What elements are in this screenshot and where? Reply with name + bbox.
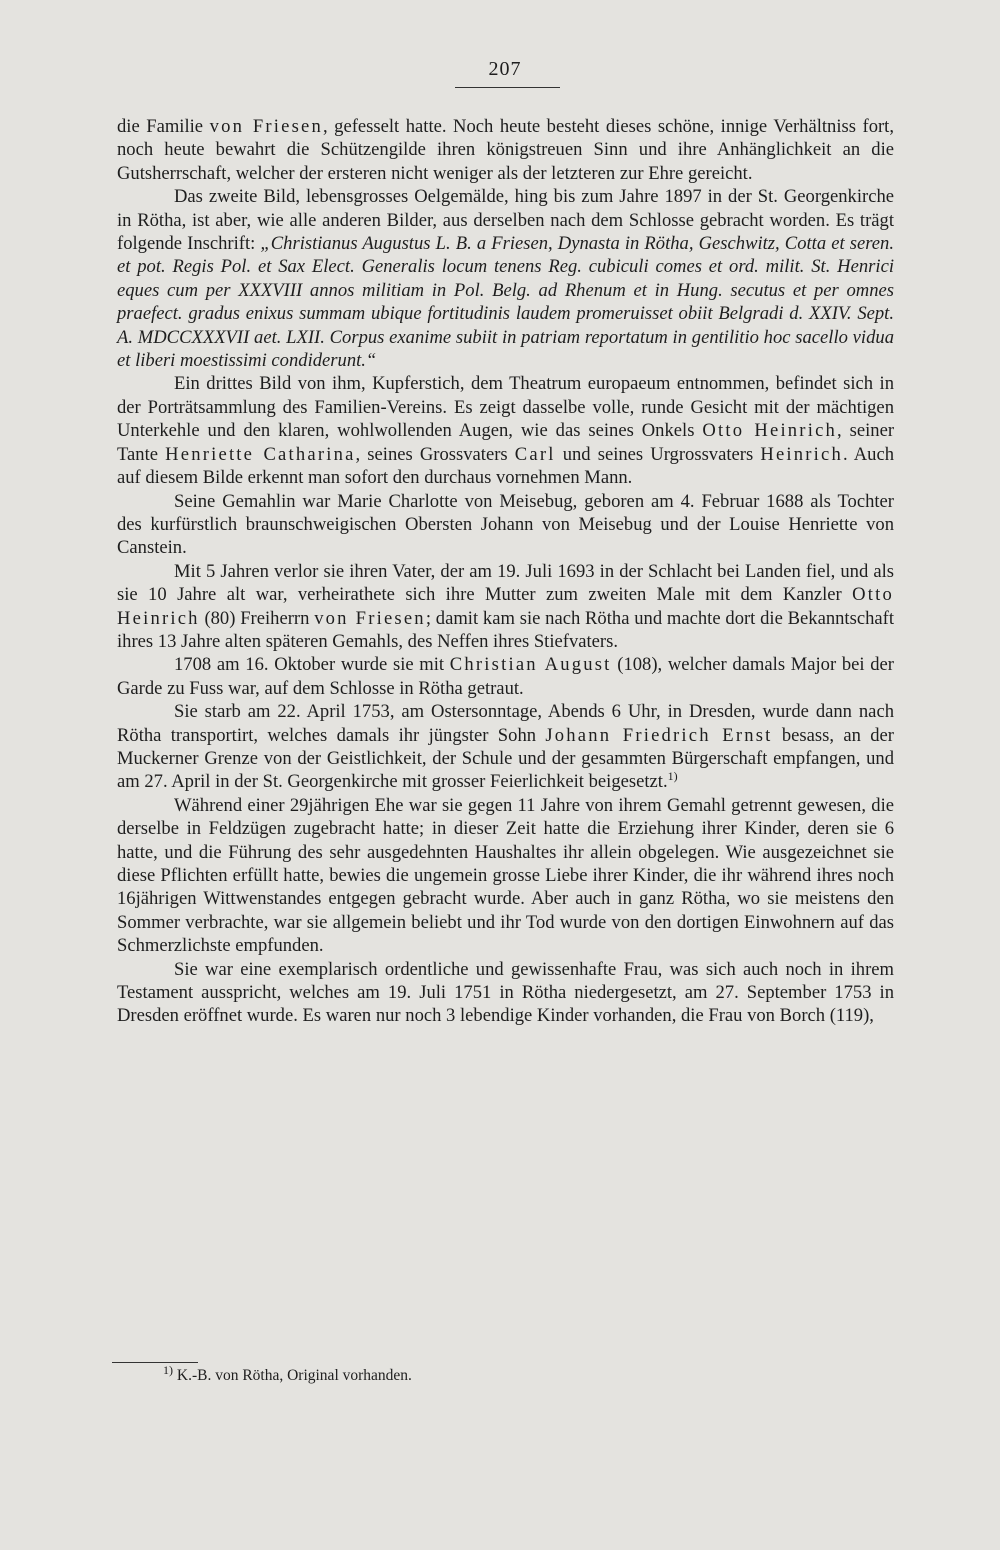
footnote (163, 1362, 763, 1386)
text-run: und seines Urgrossvaters (555, 443, 761, 465)
text-run: (108), welcher damals Major bei der Garde zu Fuss war, auf dem Schlosse in Rötha getraut. (117, 654, 895, 699)
text-run: , gefesselt hatte. Noch heute besteht dieses schöne, innige Verhältniss fort, noch heute bewahrt die Schützengilde ihren königstreuen Sinn und ihre Anhänglichkeit an die Gutsherrschaft, welcher der ersteren nicht weniger als der letzteren zur Ehre gereicht. (117, 116, 894, 184)
text-run: die Familie (117, 116, 210, 137)
text-run-spaced: Carl (514, 443, 556, 465)
paragraph (117, 185, 894, 372)
text-run: besass, an der Muckerner Grenze von der Geistlichkeit, der Schule und der gesammten Bürgerschaft empfangen, und am 27. April in der St. Georgenkirche mit grosser Feierlichkeit beigesetzt. (117, 724, 894, 793)
footnote-rule (112, 1362, 198, 1363)
paragraph (117, 958, 894, 1028)
footnote-marker: 1) (163, 1362, 173, 1377)
paragraph (117, 653, 894, 700)
text-run: ; damit kam sie nach Rötha und machte dort die Bekanntschaft ihres 13 Jahre alten späteren Gemahls, des Neffen ihres Stiefvaters. (117, 607, 894, 652)
text-run-spaced: Heinrich (760, 443, 843, 465)
text-run: (80) Freiherrn (199, 607, 315, 629)
paragraph (117, 700, 894, 794)
text-run-latin: „Christianus Augustus L. B. a Friesen, Dynasta in Rötha, Geschwitz, Cotta et seren. et pot. Regis Pol. et Sax Elect. Generalis locum tenens Reg. cubiculi comes et ord. milit. St. Henrici eques cum per XXXVIII annos militiam in Pol. Belg. ad Rhenum et in Hung. secutus et per omnes praefect. gradus enixus summam ubique fortitudinis laudem promeruisset obiit Belgradi d. XXIV. Sept. A. MDCCXXXVII aet. LXII. Corpus exanime subiit in patriam reportatum in gentilitio hoc sacello vidua et liberi moestissimi condiderunt.“ (117, 233, 894, 372)
text-run-spaced: Johann Friedrich Ernst (545, 724, 773, 746)
text-run: . Auch auf diesem Bilde erkennt man sofort den durchaus vornehmen Mann. (117, 443, 894, 489)
text-run: Ein drittes Bild von ihm, Kupferstich, dem Theatrum europaeum entnommen, befindet sich in der Porträtsammlung des Familien-Vereins. Es zeigt dasselbe volle, runde Gesicht mit der mächtigen Unterkehle und den klaren, wohlwollenden Augen, wie das seines Onkels (117, 373, 894, 442)
body-text (117, 115, 894, 1028)
text-run: , seiner Tante (117, 420, 895, 465)
text-run: Sie starb am 22. April 1753, am Ostersonntage, Abends 6 Uhr, in Dresden, wurde dann nach Rötha transportirt, welches damals ihr jüngster Sohn (117, 701, 894, 746)
text-run: , seines Grossvaters (355, 443, 515, 465)
page-number: 207 (488, 58, 522, 80)
text-run: Das zweite Bild, lebensgrosses Oelgemälde, hing bis zum Jahre 1897 in der St. Georgenkirche in Rötha, ist aber, wie alle anderen Bilder, aus derselben nach dem Schlosse gebracht worden. Es trägt folgende Inschrift: (117, 186, 894, 255)
text-run: Sie war eine exemplarisch ordentliche und gewissenhafte Frau, was sich auch noch in ihrem Testament ausspricht, welches am 19. Juli 1751 in Rötha niedergesetzt, am 27. September 1753 in Dresden eröffnet wurde. Es waren nur noch 3 lebendige Kinder vorhanden, die Frau von Borch (119), (117, 958, 894, 1027)
text-run-spaced: von Friesen (314, 607, 426, 629)
paragraph (117, 794, 894, 958)
text-run: Seine Gemahlin war Marie Charlotte von Meisebug, geboren am 4. Februar 1688 als Tochter des kurfürstlich braunschweigischen Obersten Johann von Meisebug und der Louise Henriette von Canstein. (117, 490, 894, 559)
text-run-spaced: Christian August (449, 654, 612, 676)
text-run: Während einer 29jährigen Ehe war sie gegen 11 Jahre von ihrem Gemahl getrennt gewesen, die derselbe in Feldzügen zugebracht hatte; in dieser Zeit hatte die Erziehung ihrer Kinder, deren sie 6 hatte, und die Führung des sehr ausgedehnten Haushaltes ihr allein obgelegen. Wie ausgezeichnet sie diese Pflichten erfüllt hatte, bewies die ungemein grosse Liebe ihrer Kinder, die ihr während ihres noch 16jährigen Wittwenstandes entgegen gebracht wurde. Aber auch in ganz Rötha, wo sie meistens den Sommer verbrachte, war sie allgemein beliebt und ihr Tod wurde von den dortigen Einwohnern auf das Schmerzlichste empfunden. (117, 794, 894, 957)
paragraph (117, 560, 894, 654)
paragraph (117, 372, 894, 489)
text-run-spaced: Henriette Catharina (165, 443, 356, 465)
text-run: Mit 5 Jahren verlor sie ihren Vater, der am 19. Juli 1693 in der Schlacht bei Landen fiel, und als sie 10 Jahre alt war, verheirathete sich ihre Mutter zum zweiten Male mit dem Kanzler (117, 560, 894, 606)
page-number-rule (455, 87, 560, 88)
paragraph (117, 490, 894, 560)
text-run: 1708 am 16. Oktober wurde sie mit (174, 654, 450, 676)
text-run-fn-mark: 1) (667, 769, 678, 784)
paragraph (117, 115, 894, 185)
text-run-spaced: Otto Heinrich (702, 420, 838, 442)
footnote-text: K.-B. von Rötha, Original vorhanden. (176, 1367, 412, 1384)
text-run-spaced: Otto Heinrich (117, 584, 894, 629)
text-run-spaced: von Friesen (209, 116, 323, 137)
